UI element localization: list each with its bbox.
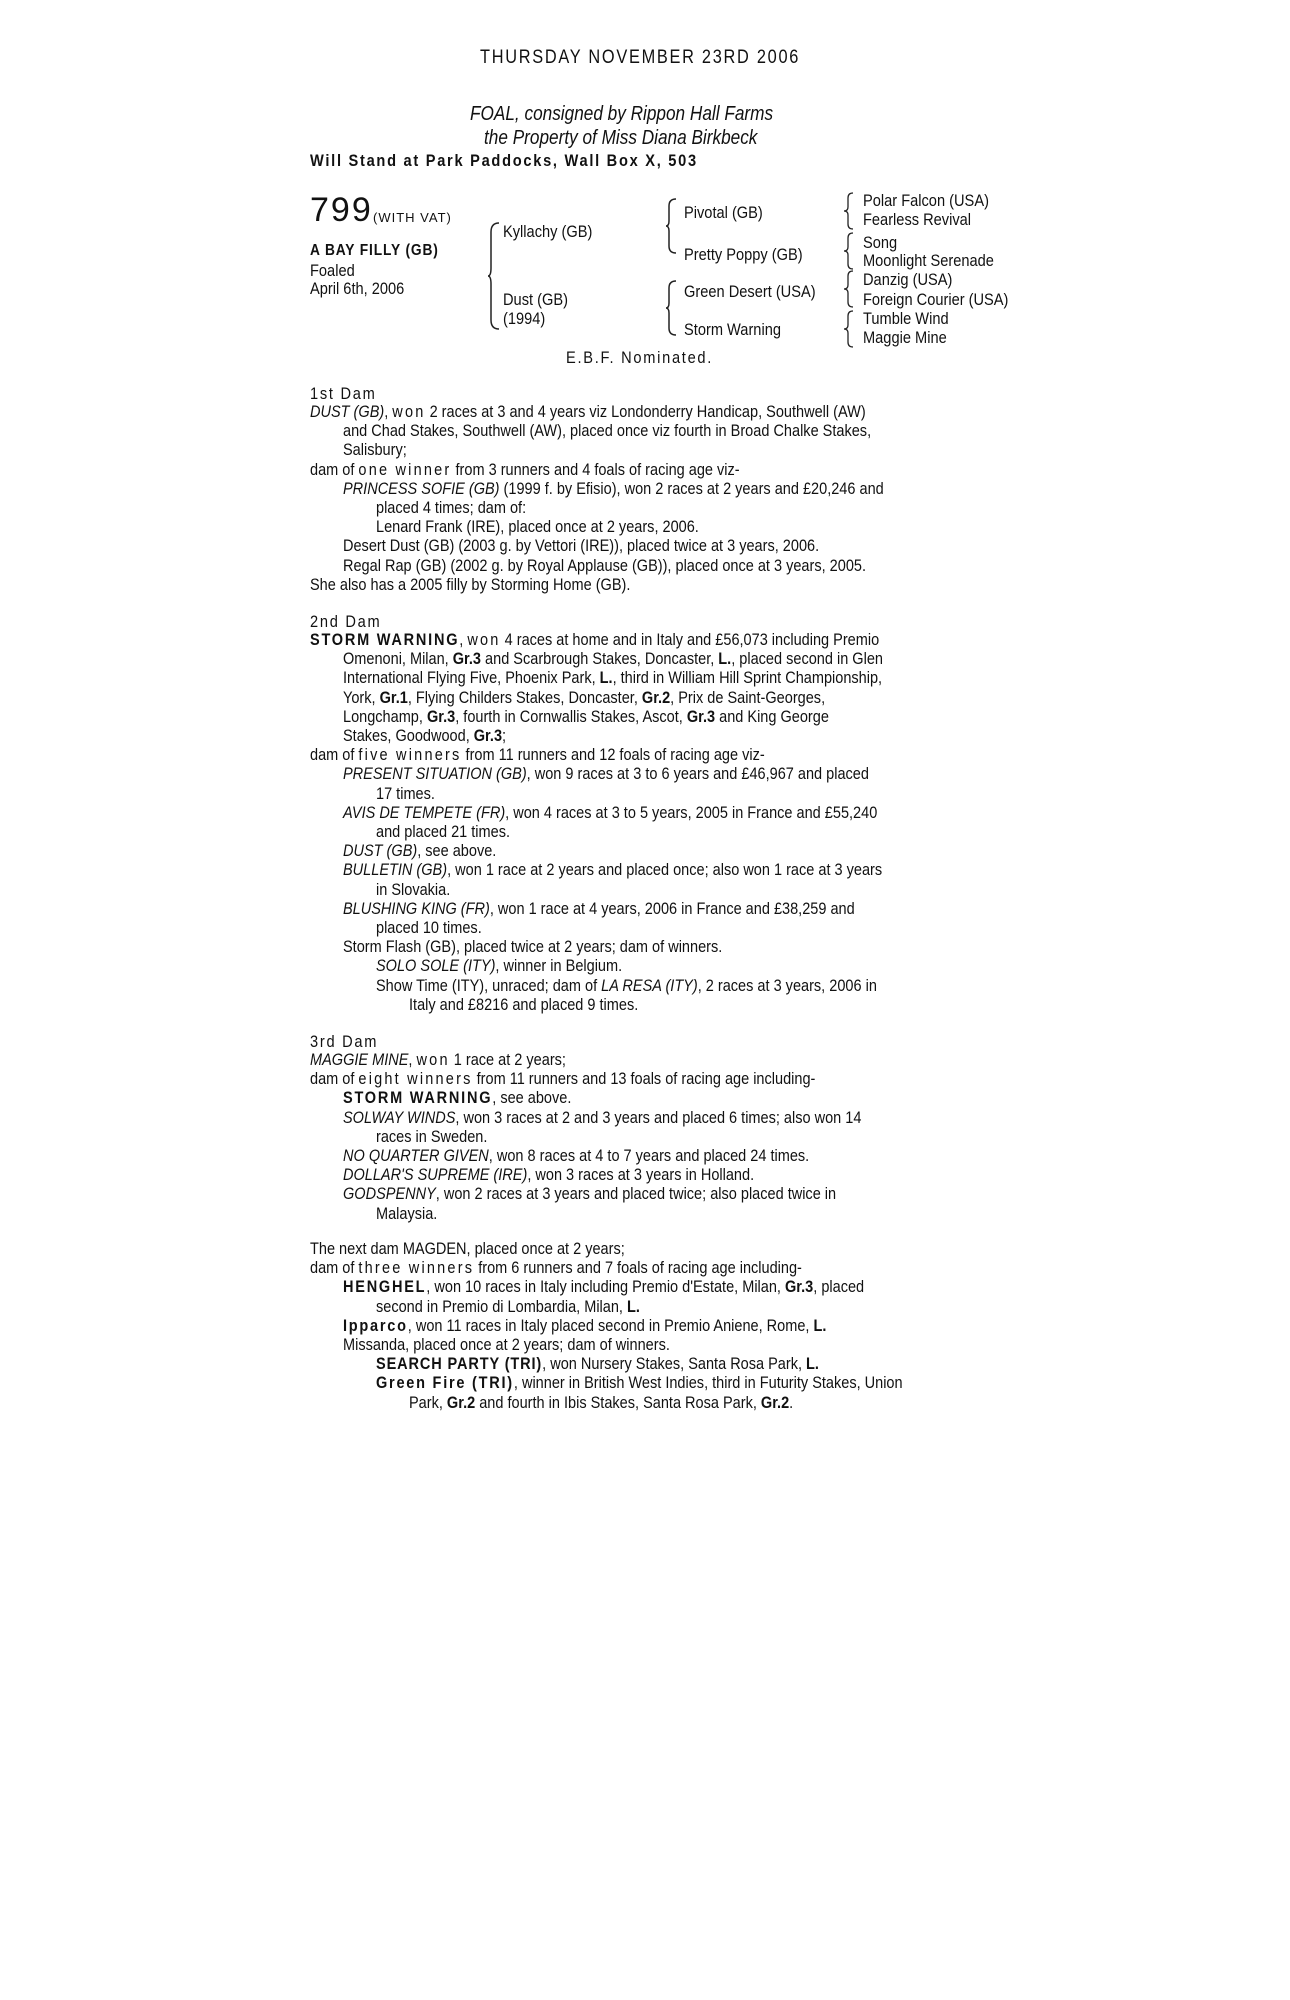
text-run: , winner in Belgium. bbox=[495, 957, 623, 976]
text-run: , won 4 races at 3 to 5 years, 2005 in France and £55,240 bbox=[505, 803, 878, 822]
text-run: SOLWAY WINDS bbox=[343, 1108, 456, 1127]
text-run: SOLO SOLE (ITY) bbox=[376, 957, 496, 976]
text-run: L. bbox=[627, 1297, 640, 1316]
text-run: 4 races at home and in Italy and £56,073 including Premio bbox=[500, 631, 880, 649]
pedigree-brace-main bbox=[487, 222, 503, 330]
text-run: 2 races at 3 and 4 years viz Londonderry Handicap, Southwell (AW) bbox=[425, 403, 866, 421]
text-line bbox=[376, 823, 510, 842]
text-line bbox=[343, 480, 884, 499]
text-run: York, bbox=[343, 688, 380, 707]
text-line bbox=[343, 422, 871, 441]
text-line bbox=[343, 1336, 670, 1355]
text-run: Gr.3 bbox=[452, 650, 482, 669]
second-dam-title: 2nd Dam bbox=[310, 612, 382, 631]
text-line bbox=[343, 1109, 861, 1128]
pedigree-dam-sire: Green Desert (USA) bbox=[684, 282, 816, 301]
text-line bbox=[310, 1259, 802, 1278]
text-run: from 6 runners and 7 foals of racing age including- bbox=[474, 1259, 802, 1278]
text-line bbox=[376, 881, 450, 900]
text-run: Gr.3 bbox=[686, 707, 716, 726]
text-run: eight winners bbox=[358, 1070, 473, 1089]
lot-description: A BAY FILLY (GB) bbox=[310, 242, 439, 259]
pedigree-sire-dam: Pretty Poppy (GB) bbox=[684, 245, 803, 264]
text-line bbox=[310, 746, 765, 765]
text-run: Italy and £8216 and placed 9 times. bbox=[409, 995, 639, 1014]
text-run: five winners bbox=[358, 746, 462, 765]
text-line bbox=[310, 631, 879, 650]
text-line bbox=[343, 1185, 836, 1204]
text-line bbox=[376, 785, 435, 804]
text-run: , won 3 races at 3 years in Holland. bbox=[527, 1166, 755, 1185]
text-line bbox=[376, 957, 622, 976]
text-line bbox=[376, 977, 877, 996]
text-run: , won 8 races at 4 to 7 years and placed 24 times. bbox=[488, 1147, 810, 1165]
text-line bbox=[376, 1298, 640, 1317]
text-run: races in Sweden. bbox=[376, 1127, 488, 1146]
text-run: GODSPENNY bbox=[343, 1185, 436, 1204]
text-run: second in Premio di Lombardia, Milan, bbox=[376, 1297, 628, 1316]
text-run: She also has a 2005 filly by Storming Home (GB). bbox=[310, 575, 631, 594]
text-line bbox=[343, 441, 407, 460]
text-run: Gr.3 bbox=[473, 727, 503, 745]
text-line bbox=[343, 900, 855, 919]
text-line bbox=[310, 1051, 566, 1070]
text-run: 17 times. bbox=[376, 784, 435, 803]
pedigree-dam-dam: Storm Warning bbox=[684, 320, 781, 339]
text-run: HENGHEL bbox=[343, 1278, 427, 1297]
text-run: STORM WARNING bbox=[310, 631, 460, 649]
pedigree-dam: Dust (GB) bbox=[503, 290, 568, 309]
text-run: Missanda, placed once at 2 years; dam of winners. bbox=[343, 1336, 670, 1354]
text-run: (1999 f. by Efisio), won 2 races at 2 years and £20,246 and bbox=[499, 479, 884, 498]
pedigree-brace-dam bbox=[665, 280, 679, 336]
text-line bbox=[343, 938, 722, 957]
text-line bbox=[343, 861, 882, 880]
text-run: and placed 21 times. bbox=[376, 823, 510, 841]
text-run: , placed bbox=[813, 1278, 865, 1297]
text-run: placed 10 times. bbox=[376, 919, 482, 937]
text-run: Lenard Frank (IRE), placed once at 2 years, 2006. bbox=[376, 518, 699, 537]
pedigree-g3: Song bbox=[863, 233, 898, 252]
text-line bbox=[343, 557, 866, 576]
text-run: , won 10 races in Italy including Premio d'Estate, Milan, bbox=[426, 1278, 785, 1297]
text-line bbox=[310, 1070, 815, 1089]
text-run: Omenoni, Milan, bbox=[343, 650, 453, 669]
text-run: and King George bbox=[715, 707, 829, 726]
text-run: , won 11 races in Italy placed second in Premio Aniene, Rome, bbox=[407, 1316, 814, 1335]
text-run: , third in William Hill Sprint Championship, bbox=[612, 669, 883, 688]
text-run: Stakes, Goodwood, bbox=[343, 727, 474, 745]
text-line bbox=[310, 403, 866, 422]
text-run: STORM WARNING bbox=[343, 1089, 493, 1108]
text-line bbox=[310, 1240, 625, 1259]
text-run: NO QUARTER GIVEN bbox=[343, 1147, 489, 1165]
consignment-line-1: FOAL, consigned by Rippon Hall Farms bbox=[470, 103, 774, 125]
text-line bbox=[343, 842, 496, 861]
text-line bbox=[343, 1317, 826, 1336]
text-run: L. bbox=[599, 669, 613, 688]
text-run: MAGGIE MINE bbox=[310, 1051, 409, 1069]
text-run: AVIS DE TEMPETE (FR) bbox=[343, 803, 506, 822]
text-run: three winners bbox=[358, 1259, 475, 1278]
text-line bbox=[376, 1355, 819, 1374]
pedigree-g8: Maggie Mine bbox=[863, 328, 947, 347]
pedigree-dam-year: (1994) bbox=[503, 309, 546, 328]
text-run: and fourth in Ibis Stakes, Santa Rosa Park, bbox=[475, 1393, 761, 1412]
text-run: . bbox=[789, 1393, 794, 1412]
pedigree-g6: Foreign Courier (USA) bbox=[863, 290, 1009, 309]
text-run: Desert Dust (GB) (2003 g. by Vettori (IRE)), placed twice at 3 years, 2006. bbox=[343, 537, 820, 556]
text-line bbox=[343, 765, 869, 784]
vat-note: (WITH VAT) bbox=[373, 210, 452, 225]
pedigree-brace-g4 bbox=[843, 310, 855, 348]
text-run: dam of bbox=[310, 460, 359, 479]
text-run: L. bbox=[718, 650, 732, 669]
text-line bbox=[343, 650, 883, 669]
text-line bbox=[343, 1166, 754, 1185]
text-run: won bbox=[392, 403, 426, 421]
text-run: dam of bbox=[310, 746, 359, 765]
third-dam-title: 3rd Dam bbox=[310, 1032, 379, 1051]
text-line bbox=[343, 727, 506, 746]
text-line bbox=[343, 1278, 864, 1297]
stand-location: Will Stand at Park Paddocks, Wall Box X, 503 bbox=[310, 151, 698, 170]
text-run: , won 1 race at 4 years, 2006 in France and £38,259 and bbox=[489, 899, 855, 918]
text-run: , won Nursery Stakes, Santa Rosa Park, bbox=[542, 1355, 807, 1374]
text-line bbox=[343, 804, 877, 823]
text-run: , won 2 races at 3 years and placed twice; also placed twice in bbox=[435, 1185, 837, 1204]
text-run: and Scarbrough Stakes, Doncaster, bbox=[481, 650, 719, 669]
first-dam-title: 1st Dam bbox=[310, 384, 377, 403]
text-run: , placed second in Glen bbox=[731, 650, 883, 669]
foaled-label: Foaled bbox=[310, 261, 355, 280]
text-run: , bbox=[459, 631, 468, 649]
text-run: Storm Flash (GB), placed twice at 2 years; dam of winners. bbox=[343, 938, 723, 957]
pedigree-brace-g3 bbox=[843, 270, 855, 308]
text-run: , winner in British West Indies, third in Futurity Stakes, Union bbox=[513, 1374, 903, 1393]
text-run: Park, bbox=[409, 1393, 447, 1412]
text-run: dam of bbox=[310, 1259, 359, 1278]
pedigree-g2: Fearless Revival bbox=[863, 210, 972, 229]
text-line bbox=[376, 919, 482, 938]
text-line bbox=[343, 1089, 571, 1108]
text-run: Gr.3 bbox=[426, 707, 456, 726]
lot-number: 799 bbox=[310, 191, 373, 229]
text-run: L. bbox=[806, 1355, 819, 1374]
text-run: International Flying Five, Phoenix Park, bbox=[343, 669, 600, 688]
text-run: Gr.2 bbox=[760, 1393, 790, 1412]
pedigree-g5: Danzig (USA) bbox=[863, 270, 953, 289]
text-run: DOLLAR'S SUPREME (IRE) bbox=[343, 1166, 528, 1185]
text-run: Regal Rap (GB) (2002 g. by Royal Applause (GB)), placed once at 3 years, 2005. bbox=[343, 556, 867, 575]
text-run: L. bbox=[813, 1316, 827, 1335]
text-run: Longchamp, bbox=[343, 707, 427, 726]
text-run: , 2 races at 3 years, 2006 in bbox=[697, 976, 877, 995]
text-run: PRESENT SITUATION (GB) bbox=[343, 765, 527, 784]
text-run: Ipparco bbox=[343, 1316, 408, 1335]
text-line bbox=[376, 1374, 903, 1393]
text-line bbox=[376, 499, 526, 518]
text-line bbox=[343, 1147, 809, 1166]
pedigree-sire-sire: Pivotal (GB) bbox=[684, 203, 763, 222]
text-run: , won 1 race at 2 years and placed once; also won 1 race at 3 years bbox=[447, 861, 883, 880]
text-run: Green Fire (TRI) bbox=[376, 1374, 514, 1393]
text-run: , fourth in Cornwallis Stakes, Ascot, bbox=[455, 707, 687, 726]
text-run: , won 9 races at 3 to 6 years and £46,967 and placed bbox=[526, 765, 869, 784]
text-line bbox=[409, 996, 638, 1015]
text-line bbox=[343, 537, 819, 556]
text-run: won bbox=[416, 1051, 450, 1069]
text-run: , won 3 races at 2 and 3 years and placed 6 times; also won 14 bbox=[455, 1108, 862, 1127]
text-run: from 11 runners and 13 foals of racing age including- bbox=[472, 1070, 816, 1089]
text-run: BULLETIN (GB) bbox=[343, 861, 448, 880]
foaled-date: April 6th, 2006 bbox=[310, 279, 405, 298]
text-run: in Slovakia. bbox=[376, 880, 451, 899]
pedigree-sire: Kyllachy (GB) bbox=[503, 222, 593, 241]
pedigree-g7: Tumble Wind bbox=[863, 309, 949, 328]
text-run: and Chad Stakes, Southwell (AW), placed once viz fourth in Broad Chalke Stakes, bbox=[343, 422, 872, 441]
text-line bbox=[343, 708, 829, 727]
text-run: Gr.1 bbox=[379, 688, 408, 707]
text-run: placed 4 times; dam of: bbox=[376, 499, 527, 517]
text-run: Show Time (ITY), unraced; dam of bbox=[376, 976, 602, 995]
pedigree-brace-g1 bbox=[843, 192, 855, 230]
sale-date: THURSDAY NOVEMBER 23RD 2006 bbox=[480, 47, 801, 68]
text-run: SEARCH PARTY (TRI) bbox=[376, 1355, 543, 1374]
text-run: one winner bbox=[358, 460, 452, 479]
text-line bbox=[310, 461, 740, 480]
text-run: 1 race at 2 years; bbox=[449, 1051, 566, 1069]
text-run: , bbox=[408, 1051, 417, 1069]
text-line bbox=[409, 1394, 793, 1413]
text-line bbox=[343, 669, 882, 688]
text-run: Gr.3 bbox=[784, 1278, 814, 1297]
text-run: , Prix de Saint-Georges, bbox=[670, 688, 826, 707]
text-run: Malaysia. bbox=[376, 1204, 438, 1223]
text-run: Salisbury; bbox=[343, 441, 407, 460]
text-run: , see above. bbox=[492, 1089, 572, 1108]
text-run: , Flying Childers Stakes, Doncaster, bbox=[407, 688, 642, 707]
text-run: Gr.2 bbox=[641, 688, 671, 707]
text-line bbox=[343, 689, 825, 708]
ebf-nominated: E.B.F. Nominated. bbox=[566, 348, 714, 367]
pedigree-brace-g2 bbox=[843, 232, 855, 270]
text-run: , bbox=[384, 403, 393, 421]
pedigree-g4: Moonlight Serenade bbox=[863, 251, 994, 270]
text-run: DUST (GB) bbox=[310, 403, 385, 421]
text-run: dam of bbox=[310, 1070, 359, 1089]
text-run: DUST (GB) bbox=[343, 842, 418, 861]
text-run: ; bbox=[502, 727, 507, 745]
text-run: LA RESA (ITY) bbox=[601, 976, 698, 995]
text-run: , see above. bbox=[417, 842, 497, 861]
text-line bbox=[376, 518, 699, 537]
text-line bbox=[376, 1128, 487, 1147]
text-run: from 3 runners and 4 foals of racing age viz- bbox=[451, 460, 740, 479]
text-run: won bbox=[467, 631, 501, 649]
text-run: The next dam MAGDEN, placed once at 2 years; bbox=[310, 1240, 625, 1258]
pedigree-brace-sire bbox=[665, 198, 679, 254]
text-run: PRINCESS SOFIE (GB) bbox=[343, 479, 500, 498]
pedigree-g1: Polar Falcon (USA) bbox=[863, 191, 989, 210]
consignment-line-2: the Property of Miss Diana Birkbeck bbox=[484, 127, 758, 149]
text-run: BLUSHING KING (FR) bbox=[343, 899, 490, 918]
text-run: from 11 runners and 12 foals of racing age viz- bbox=[461, 746, 765, 765]
text-run: Gr.2 bbox=[446, 1393, 476, 1412]
text-line bbox=[310, 576, 630, 595]
text-line bbox=[376, 1205, 437, 1224]
